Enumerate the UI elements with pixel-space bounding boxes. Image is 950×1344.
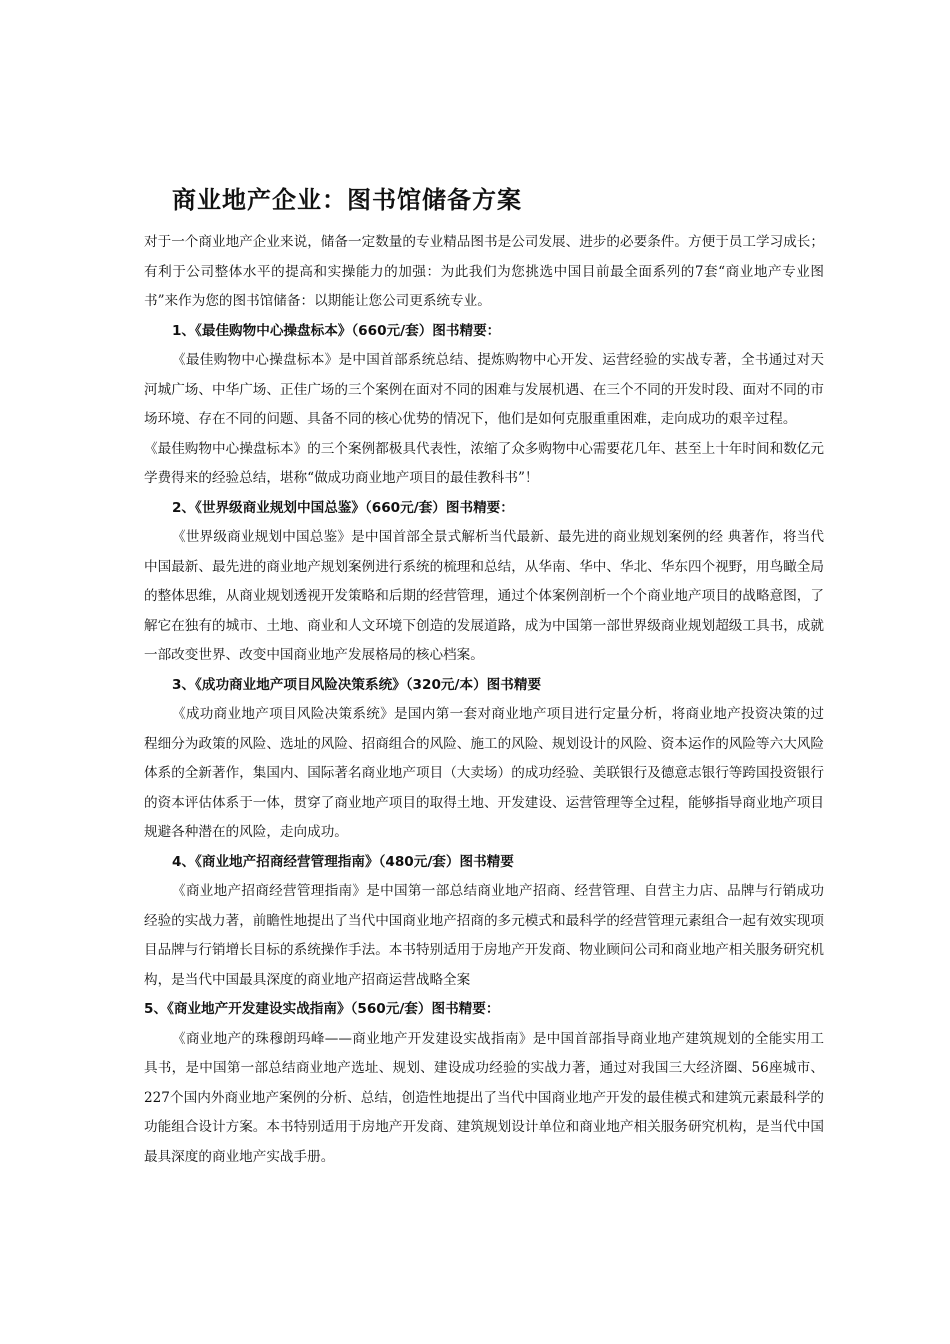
book-heading: 4、《商业地产招商经营管理指南》（480元/套）图书精要 bbox=[172, 853, 514, 870]
document-title: 商业地产企业：图书馆储备方案 bbox=[172, 186, 522, 214]
book-paragraph: 《最佳购物中心操盘标本》的三个案例都极具代表性，浓缩了众多购物中心需要花几年、甚至上十年时间和数亿元学费得来的经验总结，堪称“做成功商业地产项目的最佳教科书”！ bbox=[144, 440, 824, 486]
book-section-1 bbox=[144, 317, 824, 494]
book-paragraph: 《最佳购物中心操盘标本》是中国首部系统总结、提炼购物中心开发、运营经验的实战专著，全书通过对天河城广场、中华广场、正佳广场的三个案例在面对不同的困难与发展机遇、在三个不同的开发时段、面对不同的市场环境、存在不同的问题、具备不同的核心优势的情况下，他们是如何克服重重困难，走向成功的艰辛过程。 bbox=[144, 352, 824, 427]
book-heading: 1、《最佳购物中心操盘标本》（660元/套）图书精要： bbox=[172, 322, 501, 339]
book-paragraph: 《成功商业地产项目风险决策系统》是国内第一套对商业地产项目进行定量分析，将商业地产投资决策的过程细分为政策的风险、选址的风险、招商组合的风险、施工的风险、规划设计的风险、资本运作的风险等六大风险体系的全新著作，集国内、国际著名商业地产项目（大卖场）的成功经验、美联银行及德意志银行等跨国投资银行的资本评估体系于一体，贯穿了商业地产项目的取得土地、开发建设、运营管理等全过程，能够指导商业地产项目规避各种潜在的风险，走向成功。 bbox=[144, 706, 824, 840]
document-page bbox=[144, 180, 824, 1172]
book-paragraph: 《商业地产招商经营管理指南》是中国第一部总结商业地产招商、经营管理、自营主力店、品牌与行销成功经验的实战力著，前瞻性地提出了当代中国商业地产招商的多元模式和最科学的经营管理元素组合一起有效实现项目品牌与行销增长目标的系统操作手法。本书特别适用于房地产开发商、物业顾问公司和商业地产相关服务研究机构，是当代中国最具深度的商业地产招商运营战略全案 bbox=[144, 883, 824, 988]
book-section-4 bbox=[144, 848, 824, 996]
book-paragraph: 《商业地产的珠穆朗玛峰——商业地产开发建设实战指南》是中国首部指导商业地产建筑规划的全能实用工具书，是中国第一部总结商业地产选址、规划、建设成功经验的实战力著，通过对我国三大经济圈、56座城市、227个国内外商业地产案例的分析、总结，创造性地提出了当代中国商业地产开发的最佳模式和建筑元素最科学的功能组合设计方案。本书特别适用于房地产开发商、建筑规划设计单位和商业地产相关服务研究机构，是当代中国最具深度的商业地产实战手册。 bbox=[144, 1030, 824, 1165]
intro-paragraph: 对于一个商业地产企业来说，储备一定数量的专业精品图书是公司发展、进步的必要条件。方便于员工学习成长；有利于公司整体水平的提高和实操能力的加强：为此我们为您挑选中国目前最全面系列的7套“商业地产专业图书”来作为您的图书馆储备：以期能让您公司更系统专业。 bbox=[144, 234, 824, 309]
book-section-2 bbox=[144, 494, 824, 671]
book-paragraph: 《世界级商业规划中国总鉴》是中国首部全景式解析当代最新、最先进的商业规划案例的经 典著作，将当代中国最新、最先进的商业地产规划案例进行系统的梳理和总结，从华南、华中、华北、华东四个视野，用鸟瞰全局的整体思维，从商业规划透视开发策略和后期的经营管理，通过个体案例剖析一个个商业地产项目的战略意图，了解它在独有的城市、土地、商业和人文环境下创造的发展道路，成为中国第一部世界级商业规划超级工具书，成就一部改变世界、改变中国商业地产发展格局的核心档案。 bbox=[144, 529, 824, 663]
book-section-5 bbox=[144, 995, 824, 1172]
book-section-3 bbox=[144, 671, 824, 848]
book-heading: 5、《商业地产开发建设实战指南》（560元/套）图书精要： bbox=[144, 1001, 500, 1017]
book-heading: 2、《世界级商业规划中国总鉴》（660元/套）图书精要： bbox=[172, 499, 514, 516]
book-heading: 3、《成功商业地产项目风险决策系统》（320元/本）图书精要 bbox=[172, 676, 542, 693]
